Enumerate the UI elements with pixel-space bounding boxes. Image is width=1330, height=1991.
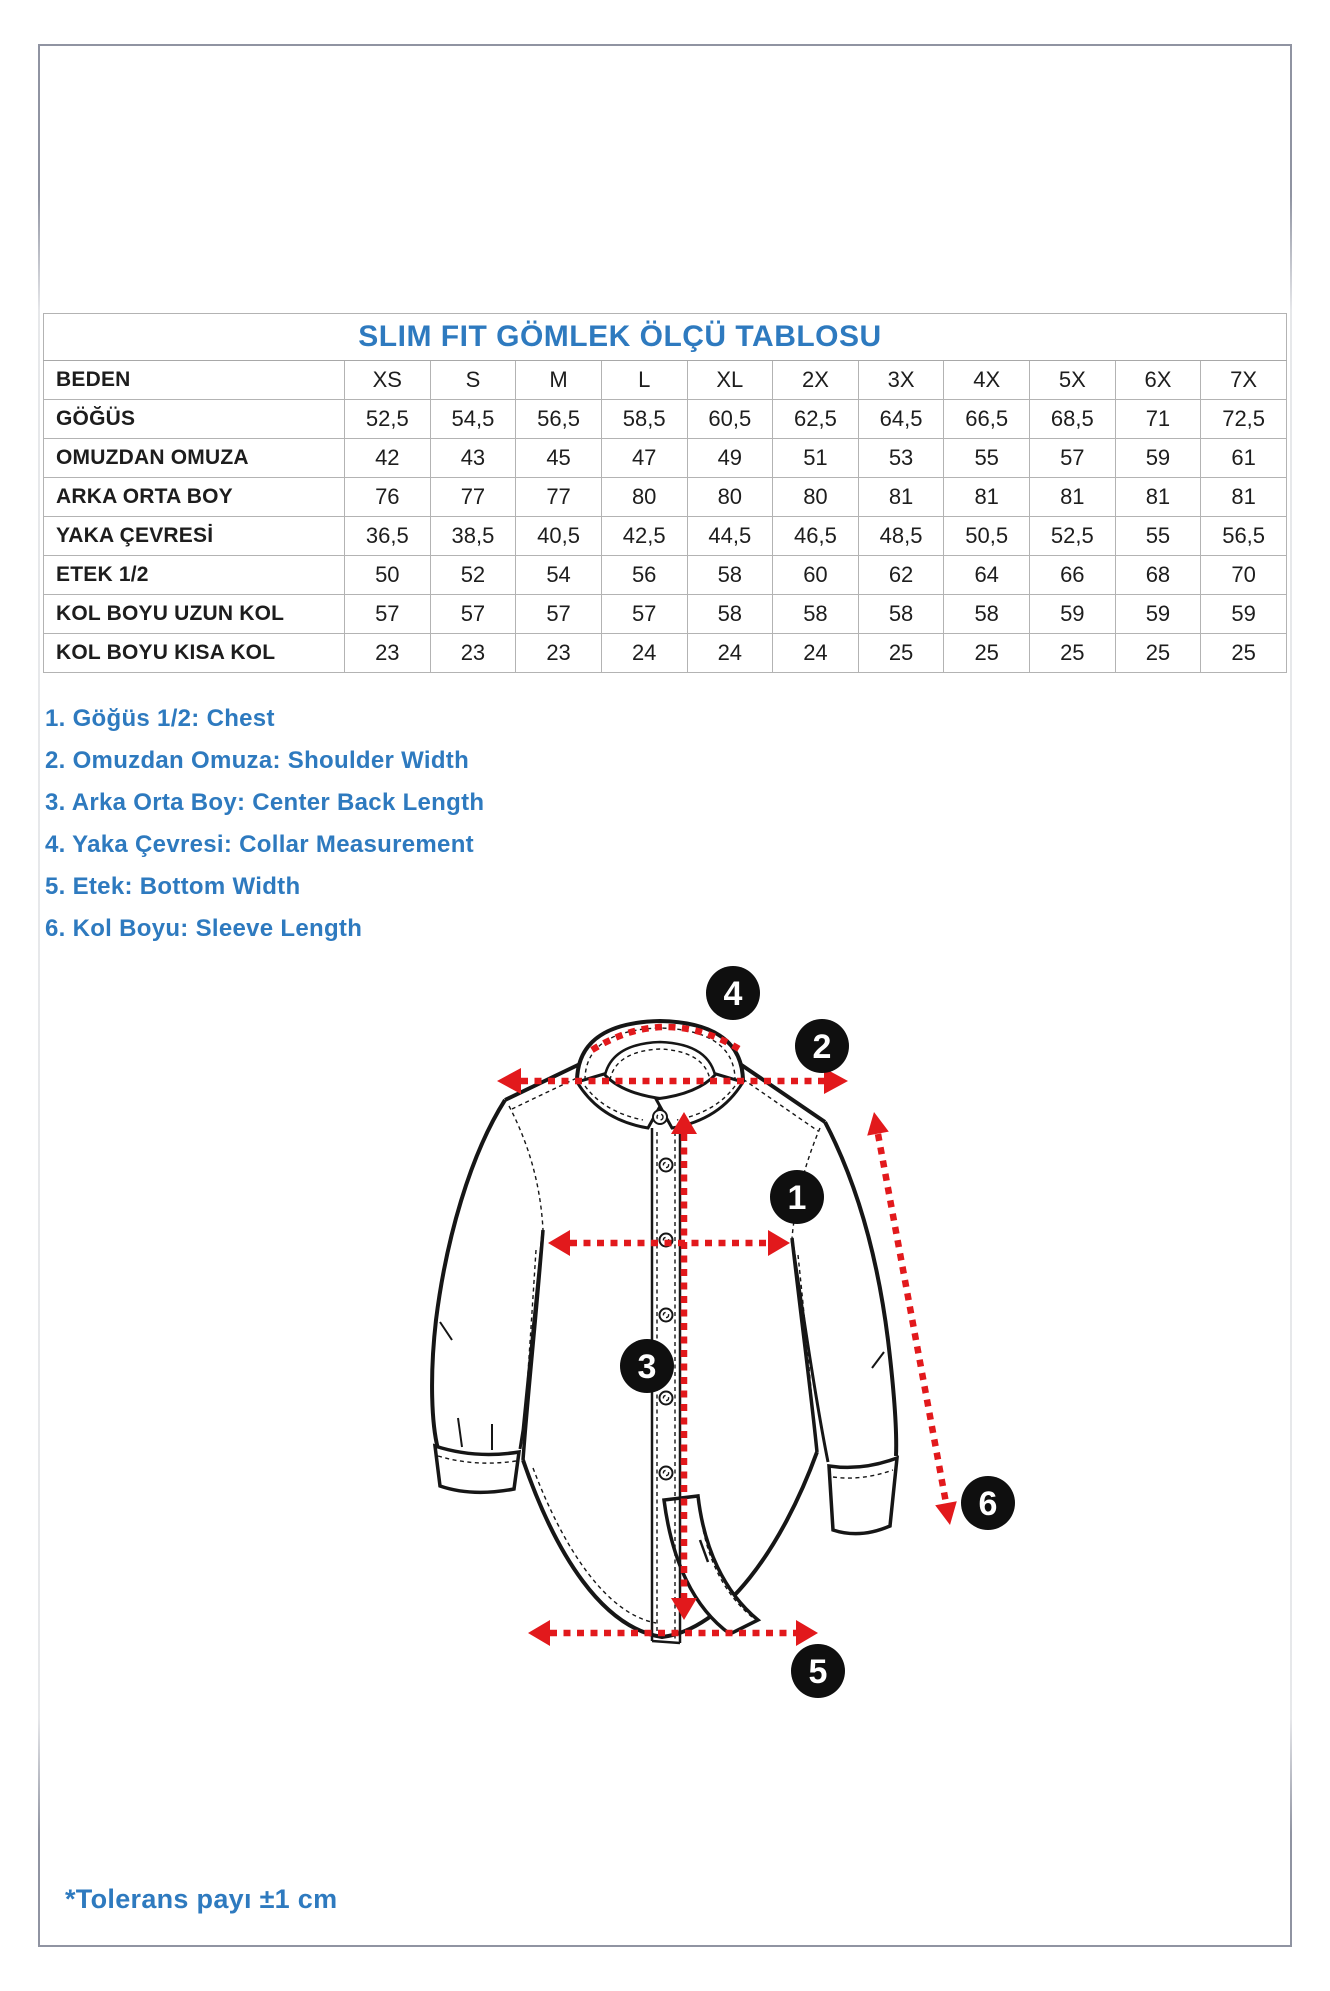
table-row xyxy=(44,556,1287,595)
size-chart-table xyxy=(43,313,1287,673)
measurement-value: 77 xyxy=(516,478,602,517)
measurement-value: 55 xyxy=(1115,517,1201,556)
measurement-value: 72,5 xyxy=(1201,400,1287,439)
measurement-value: 38,5 xyxy=(430,517,516,556)
measurement-value: 60 xyxy=(773,556,859,595)
header-size-4X: 4X xyxy=(944,361,1030,400)
measurement-value: 25 xyxy=(858,634,944,673)
shirt-outline-drawing xyxy=(432,1021,897,1643)
measurement-value: 25 xyxy=(1115,634,1201,673)
measurement-value: 54,5 xyxy=(430,400,516,439)
measurement-value: 25 xyxy=(1201,634,1287,673)
row-label: ARKA ORTA BOY xyxy=(44,478,345,517)
legend-item: 5. Etek: Bottom Width xyxy=(45,873,301,900)
measurement-value: 60,5 xyxy=(687,400,773,439)
measurement-value: 64 xyxy=(944,556,1030,595)
row-label: KOL BOYU UZUN KOL xyxy=(44,595,345,634)
measurement-value: 58 xyxy=(944,595,1030,634)
header-size-L: L xyxy=(601,361,687,400)
legend-item: 6. Kol Boyu: Sleeve Length xyxy=(45,915,363,942)
measurement-value: 80 xyxy=(773,478,859,517)
header-label-beden: BEDEN xyxy=(44,361,345,400)
frame-border-right xyxy=(1290,44,1292,1947)
measurement-value: 24 xyxy=(773,634,859,673)
frame-border-bottom xyxy=(38,1945,1292,1947)
header-size-XL: XL xyxy=(687,361,773,400)
badge-number-2: 2 xyxy=(812,1028,832,1066)
header-size-M: M xyxy=(516,361,602,400)
table-row xyxy=(44,478,1287,517)
measurement-value: 68,5 xyxy=(1030,400,1116,439)
measurement-value: 58,5 xyxy=(601,400,687,439)
measurement-value: 52 xyxy=(430,556,516,595)
measurement-value: 76 xyxy=(345,478,431,517)
frame-border-top xyxy=(38,44,1292,46)
measurement-value: 58 xyxy=(858,595,944,634)
shirt-buttons xyxy=(660,1159,673,1480)
measurement-value: 81 xyxy=(1030,478,1116,517)
header-size-S: S xyxy=(430,361,516,400)
measurement-value: 59 xyxy=(1115,439,1201,478)
legend-item: 1. Göğüs 1/2: Chest xyxy=(45,705,275,732)
row-label: KOL BOYU KISA KOL xyxy=(44,634,345,673)
measurement-value: 80 xyxy=(687,478,773,517)
badge-number-4: 4 xyxy=(723,975,743,1013)
table-title: SLIM FIT GÖMLEK ÖLÇÜ TABLOSU xyxy=(358,320,882,353)
measurement-value: 59 xyxy=(1115,595,1201,634)
measurement-value: 47 xyxy=(601,439,687,478)
measurement-value: 56,5 xyxy=(1201,517,1287,556)
measurement-value: 66 xyxy=(1030,556,1116,595)
measurement-value: 25 xyxy=(1030,634,1116,673)
table-row xyxy=(44,517,1287,556)
measurement-value: 64,5 xyxy=(858,400,944,439)
measurement-value: 53 xyxy=(858,439,944,478)
measurement-value: 59 xyxy=(1201,595,1287,634)
measurement-value: 81 xyxy=(1201,478,1287,517)
table-title-row xyxy=(44,314,1287,361)
badge-number-1: 1 xyxy=(787,1179,807,1217)
measurement-value: 61 xyxy=(1201,439,1287,478)
measurement-value: 80 xyxy=(601,478,687,517)
measurement-value: 56 xyxy=(601,556,687,595)
measurement-value: 57 xyxy=(601,595,687,634)
measurement-value: 42 xyxy=(345,439,431,478)
measurement-value: 58 xyxy=(687,556,773,595)
row-label: ETEK 1/2 xyxy=(44,556,345,595)
header-size-5X: 5X xyxy=(1030,361,1116,400)
measurement-value: 45 xyxy=(516,439,602,478)
measurement-value: 57 xyxy=(430,595,516,634)
table-row xyxy=(44,595,1287,634)
measurement-value: 43 xyxy=(430,439,516,478)
header-size-XS: XS xyxy=(345,361,431,400)
table-row xyxy=(44,634,1287,673)
shirt-measurement-diagram xyxy=(330,940,1030,1730)
measurement-value: 24 xyxy=(687,634,773,673)
measurement-value: 55 xyxy=(944,439,1030,478)
measurement-value: 42,5 xyxy=(601,517,687,556)
table-header-row xyxy=(44,361,1287,400)
measurement-value: 24 xyxy=(601,634,687,673)
measurement-value: 51 xyxy=(773,439,859,478)
measurement-value: 50,5 xyxy=(944,517,1030,556)
measurement-value: 58 xyxy=(773,595,859,634)
measurement-value: 54 xyxy=(516,556,602,595)
header-size-7X: 7X xyxy=(1201,361,1287,400)
measurement-value: 57 xyxy=(345,595,431,634)
table-row xyxy=(44,439,1287,478)
measurement-value: 62 xyxy=(858,556,944,595)
legend-item: 3. Arka Orta Boy: Center Back Length xyxy=(45,789,485,816)
tolerance-note: *Tolerans payı ±1 cm xyxy=(65,1884,338,1914)
measurement-value: 44,5 xyxy=(687,517,773,556)
measurement-value: 57 xyxy=(516,595,602,634)
header-size-2X: 2X xyxy=(773,361,859,400)
header-size-6X: 6X xyxy=(1115,361,1201,400)
measurement-value: 58 xyxy=(687,595,773,634)
measurement-value: 56,5 xyxy=(516,400,602,439)
badge-number-5: 5 xyxy=(808,1653,828,1691)
measurement-value: 62,5 xyxy=(773,400,859,439)
measurement-legend xyxy=(45,698,484,950)
measurement-value: 81 xyxy=(858,478,944,517)
row-label: OMUZDAN OMUZA xyxy=(44,439,345,478)
measurement-value: 40,5 xyxy=(516,517,602,556)
measurement-value: 81 xyxy=(1115,478,1201,517)
measurement-value: 81 xyxy=(944,478,1030,517)
measurement-value: 70 xyxy=(1201,556,1287,595)
badge-number-3: 3 xyxy=(637,1348,657,1386)
measurement-value: 23 xyxy=(516,634,602,673)
table-row xyxy=(44,400,1287,439)
measurement-value: 57 xyxy=(1030,439,1116,478)
measurement-value: 36,5 xyxy=(345,517,431,556)
header-size-3X: 3X xyxy=(858,361,944,400)
measurement-value: 50 xyxy=(345,556,431,595)
measurement-value: 23 xyxy=(345,634,431,673)
measurement-value: 23 xyxy=(430,634,516,673)
measurement-value: 71 xyxy=(1115,400,1201,439)
measurement-value: 66,5 xyxy=(944,400,1030,439)
row-label: GÖĞÜS xyxy=(44,400,345,439)
measurement-value: 68 xyxy=(1115,556,1201,595)
measurement-value: 52,5 xyxy=(345,400,431,439)
measurement-value: 52,5 xyxy=(1030,517,1116,556)
measurement-value: 49 xyxy=(687,439,773,478)
measurement-value: 25 xyxy=(944,634,1030,673)
row-label: YAKA ÇEVRESİ xyxy=(44,517,345,556)
badge-number-6: 6 xyxy=(978,1485,998,1523)
measurement-value: 48,5 xyxy=(858,517,944,556)
measurement-value: 77 xyxy=(430,478,516,517)
measurement-value: 59 xyxy=(1030,595,1116,634)
legend-item: 4. Yaka Çevresi: Collar Measurement xyxy=(45,831,474,858)
legend-item: 2. Omuzdan Omuza: Shoulder Width xyxy=(45,747,470,774)
measurement-value: 46,5 xyxy=(773,517,859,556)
